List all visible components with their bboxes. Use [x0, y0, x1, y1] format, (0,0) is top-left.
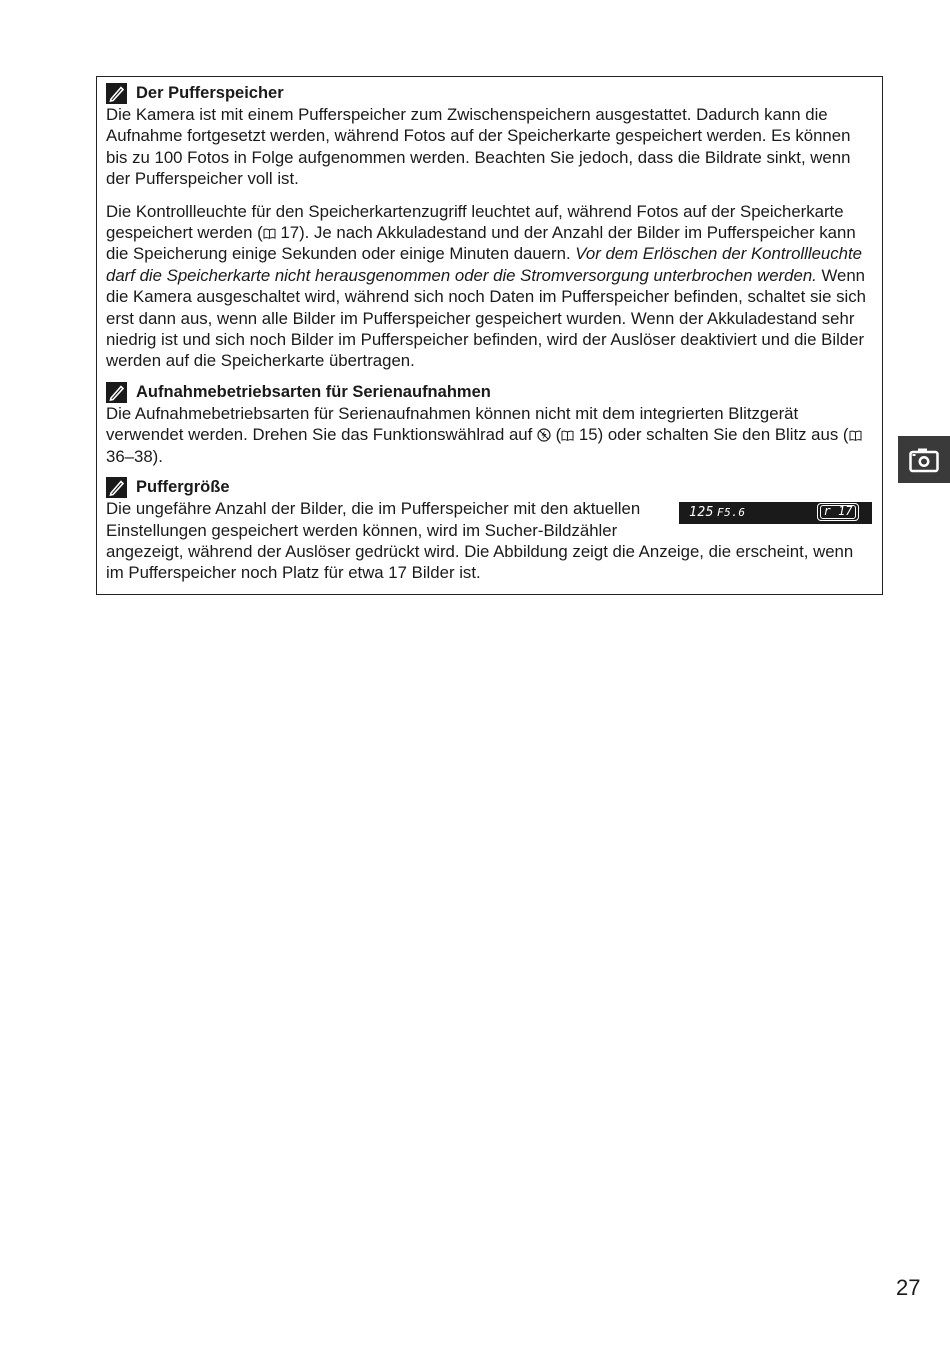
camera-icon	[909, 447, 939, 473]
note-pencil-icon	[106, 83, 127, 104]
paragraph-indicator: Die Kontrollleuchte für den Speicherkartenzugriff leuchtet auf, während Fotos auf der Speicherkarte gespeichert werden ( 17). Je nach Akkuladestand und der Anzahl der Bilder im Pufferspeicher kann die Speicherung einige Sekunden oder einige Minuten dauern. Vor dem Erlöschen der Kontrollleuchte darf die Speicherkarte nicht herausgenommen oder die Stromversorgung unterbrochen werden. Wenn die Kamera ausgeschaltet wird, während sich noch Daten im Pufferspeicher befinden, schaltet sie sich erst dann aus, wenn alle Bilder im Pufferspeicher gespeichert wurden. Wenn der Akkuladestand sehr niedrig ist und sich noch Bilder im Pufferspeicher befinden, wird der Auslöser deaktiviert und die Bilder werden auf die Speicherkarte übertragen.	[106, 201, 866, 371]
viewfinder-aperture: F5.6	[717, 506, 746, 520]
section-heading-buffer	[106, 83, 872, 104]
chapter-tab	[898, 436, 950, 483]
section-title: Puffergröße	[136, 478, 230, 497]
book-reference-icon	[263, 228, 276, 239]
viewfinder-display	[679, 502, 872, 524]
note-pencil-icon	[106, 477, 127, 498]
no-flash-mode-icon	[537, 428, 551, 442]
section-title: Aufnahmebetriebsarten für Serienaufnahmen	[136, 382, 491, 401]
note-pencil-icon	[106, 382, 127, 403]
paragraph-continuous: Die Aufnahmebetriebsarten für Serienaufnahmen können nicht mit dem integrierten Blitzgerät verwendet werden. Drehen Sie das Funktionswählrad auf ( 15) oder schalten Sie den Blitz aus ( 36–38).	[106, 403, 872, 467]
viewfinder-buffer-count: r 17	[817, 503, 859, 521]
notes-box	[96, 76, 883, 595]
page-number: 27	[896, 1275, 921, 1300]
section-heading-buffer-size	[106, 477, 872, 498]
book-reference-icon	[849, 430, 862, 441]
paragraph-buffer-size: Die ungefähre Anzahl der Bilder, die im Pufferspeicher mit den aktuellen Einstellungen gespeichert werden können, wird im Sucher-Bildzähler angezeigt, während der Auslöser gedrückt wird. Die Abbildung zeigt die Anzeige, die erscheint, wenn im Pufferspeicher noch Platz für etwa 17 Bilder ist.	[106, 499, 854, 583]
paragraph: Die Kamera ist mit einem Pufferspeicher zum Zwischenspeichern ausgestattet. Dadurch kann die Aufnahme fortgesetzt werden, während Fotos auf der Speicherkarte gespeichert werden. Es können bis zu 100 Fotos in Folge aufgenommen werden. Beachten Sie jedoch, dass die Bildrate sinkt, wenn der Pufferspeicher voll ist.	[106, 105, 851, 189]
viewfinder-shutter-speed: 125	[689, 505, 714, 521]
section-heading-continuous	[106, 382, 872, 403]
book-reference-icon	[561, 430, 574, 441]
section-title: Der Pufferspeicher	[136, 84, 284, 102]
